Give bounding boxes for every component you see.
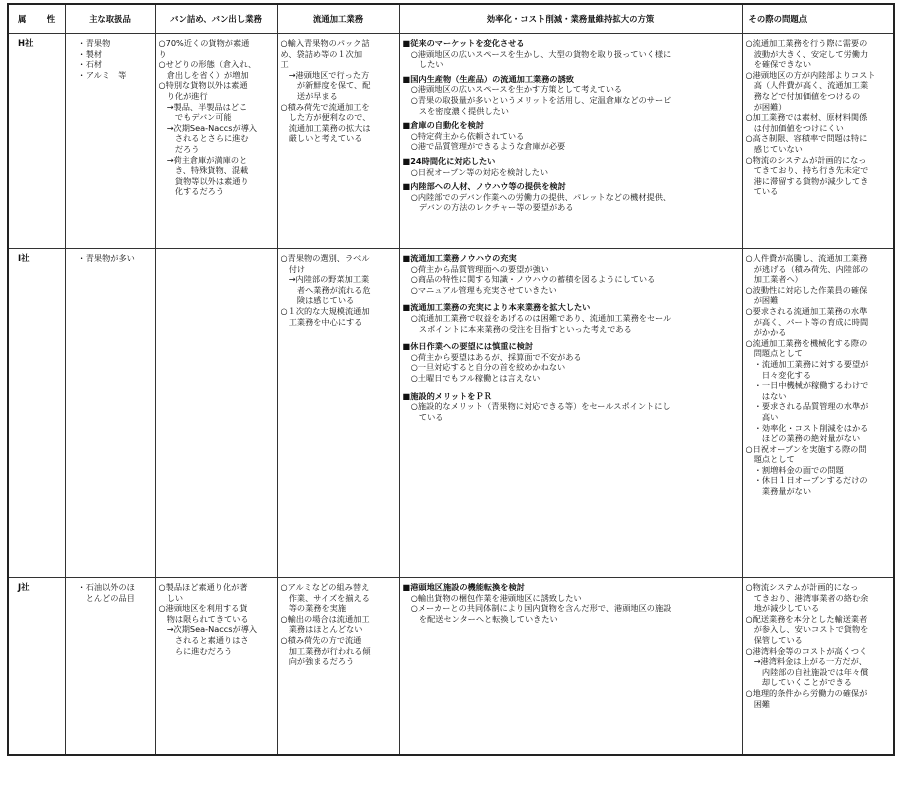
problems-line: 務などで付加価値をつけるの: [745, 90, 861, 101]
header-items: 主な取扱品: [65, 4, 155, 34]
problems-line: 地が減少している: [745, 603, 820, 614]
vanning-line: →荷主倉庫が満庫のと: [158, 154, 248, 165]
problems-line: てきており、持ち行き先未定で: [745, 165, 869, 176]
problems-line: 問題点として: [745, 348, 803, 359]
distribution-line: ○輸出の場合は流通加工: [280, 613, 370, 624]
problems-line: ○配送業務を本分とした輸送業者: [745, 613, 868, 624]
vanning-line: しい: [158, 592, 184, 603]
distribution-cell: [277, 34, 399, 249]
strategy-line: ○港で品質管理ができるような倉庫が必要: [402, 141, 566, 152]
strategy-line: ○施設的なメリット（青果物に対応できる等）をセールスポイントにし: [402, 401, 671, 412]
distribution-line: 等の業務を実施: [280, 603, 347, 614]
strategy-line: ○土曜日でもフル稼働とは言えない: [402, 372, 541, 383]
strategy-line: ○一旦対応すると自分の首を絞めかねない: [402, 362, 566, 373]
problems-line: ○波動性に対応した作業員の確保: [745, 284, 868, 295]
vanning-line: 倉出しを省く）が増加: [158, 69, 249, 80]
company-name: H社: [18, 38, 34, 48]
strategy-line: ○特定荷主から依頼されている: [402, 130, 525, 141]
header-attribute: 属 性: [8, 4, 65, 34]
strategy-line: ○内陸部でのデバン作業への労働力の提供、パレットなどの機材提供、: [402, 191, 672, 202]
strategy-cell: [399, 34, 742, 249]
problems-line: ・割増料金の面での問題: [745, 464, 844, 475]
distribution-line: ○１次的な大規模流通加: [280, 305, 370, 316]
problems-line: 困難: [745, 698, 771, 709]
problems-line: ている: [745, 186, 779, 197]
problems-line: がかかる: [745, 327, 787, 338]
items-line: ・製材: [77, 48, 103, 59]
items-line: とんどの品目: [77, 592, 135, 603]
strategy-line: を配送センターへと転換していきたい: [402, 613, 558, 624]
problems-line: は付加価値をつけにくい: [745, 122, 844, 133]
distribution-line: ○積み荷先で流通加工を: [280, 101, 370, 112]
strategy-spacer: [403, 384, 739, 391]
strategy-line: ○青果の取扱量が多いというメリットを活用し、定温倉庫などのサービ: [402, 94, 672, 105]
strategy-line: ○荷主から要望はあるが、採算面で不安がある: [402, 351, 582, 362]
strategy-line: ○荷主から品質管理面への要望が強い: [402, 263, 549, 274]
distribution-line: 険は感じている: [280, 295, 355, 306]
header-distribution: 流通加工業務: [277, 4, 399, 34]
problems-cell: [742, 34, 894, 249]
problems-line: ○物流のシステムが計画的になっ: [745, 154, 867, 165]
strategy-heading: ■施設的メリットをＰＲ: [402, 390, 492, 401]
table-row: [8, 249, 894, 578]
problems-line: ・一日中機械が稼働するわけで: [745, 380, 869, 391]
problems-line: ○人件費が高騰し、流通加工業務: [745, 253, 868, 263]
problems-line: はない: [745, 390, 787, 401]
distribution-line: ○アルミなどの組み替え: [280, 582, 370, 592]
distribution-line: 作業、サイズを揃える: [280, 592, 370, 603]
problems-line: ○要求される流通加工業務の水準: [745, 305, 868, 316]
comparison-table: [7, 3, 895, 756]
strategy-heading: ■倉庫の自動化を検討: [402, 120, 484, 131]
vanning-line: だろう: [158, 143, 200, 154]
items-line: ・青果物が多い: [77, 253, 135, 263]
distribution-line: した方が便利なので、: [280, 112, 371, 123]
problems-line: ほどの業務の絶対量がない: [745, 433, 861, 444]
vanning-line: →製品、半製品はどこ: [158, 101, 248, 112]
problems-line: を確保できない: [745, 59, 812, 70]
vanning-line: →次期Sea-Naccsが導入: [158, 624, 258, 635]
strategy-heading: ■従来のマーケットを変化させる: [402, 38, 525, 48]
distribution-line: →港頭地区で行った方: [280, 69, 370, 80]
problems-line: ○高さ制限、容積率で問題は特に: [745, 133, 868, 144]
vanning-line: り化が進行: [158, 90, 208, 101]
strategy-line: ○港頭地区の広いスペースを生かす方策として考えている: [402, 84, 623, 95]
problems-cell: [742, 578, 894, 756]
vanning-line: →次期Sea-Naccsが導入: [158, 122, 258, 133]
problems-line: 加工業者へ）: [745, 274, 803, 285]
problems-line: ○流通加工業務を機械化する際の: [745, 337, 868, 348]
strategy-spacer: [403, 334, 739, 341]
problems-line: 内陸部の自社施設では年々償: [745, 666, 869, 677]
strategy-line: スポイントに本来業務の受注を目指すといった考えである: [402, 323, 632, 334]
items-line: ・青果物: [77, 38, 111, 48]
items-cell: [65, 34, 155, 249]
problems-line: ○港湾料金等のコストが高くつく: [745, 645, 868, 656]
problems-line: が逃げる（積み荷先、内陸部の: [745, 263, 869, 274]
problems-line: 題点として: [745, 454, 795, 465]
problems-line: ○物流システムが計画的になっ: [745, 582, 859, 592]
distribution-line: が新鮮度を保て、配: [280, 80, 371, 91]
company-cell: [8, 578, 65, 756]
vanning-line: ○製品ほど素通り化が著: [158, 582, 248, 592]
distribution-line: 者へ業務が流れる危: [280, 284, 371, 295]
strategy-heading: ■流通加工業務の充実により本来業務を拡大したい: [402, 302, 591, 313]
strategy-heading: ■港頭地区施設の機能転換を検討: [402, 582, 525, 592]
vanning-line: 貨物等以外は素通り: [158, 175, 249, 186]
header-problems: その際の問題点: [742, 4, 894, 34]
problems-line: 保管している: [745, 634, 803, 645]
problems-line: ・休日１日オープンするだけの: [745, 475, 868, 486]
vanning-cell: [155, 578, 277, 756]
strategy-line: スを密度濃く提供したい: [402, 105, 509, 116]
vanning-cell: [155, 249, 277, 578]
distribution-cell: [277, 249, 399, 578]
problems-line: が参入し、安いコストで貨物を: [745, 624, 869, 635]
company-cell: [8, 34, 65, 249]
distribution-line: 向が強まるだろう: [280, 656, 355, 667]
vanning-line: り: [158, 48, 167, 59]
problems-line: 波動が大きく、安定して労働力: [745, 48, 869, 59]
vanning-line: でもデバン可能: [158, 112, 232, 123]
strategy-cell: [399, 578, 742, 756]
problems-line: 日々変化する: [745, 369, 812, 380]
strategy-heading: ■流通加工業務ノウハウの充実: [402, 253, 517, 263]
company-name: J社: [18, 582, 30, 592]
vanning-line: ○特別な貨物以外は素通: [158, 80, 248, 91]
problems-line: ○流通加工業務を行う際に需要の: [745, 38, 868, 48]
header-row: [8, 4, 894, 34]
strategy-line: ○メーカーとの共同体制により国内貨物を含んだ形で、港頭地区の施設: [402, 603, 672, 614]
problems-line: ・流通加工業務に対する要望が: [745, 358, 869, 369]
strategy-heading: ■内陸部への人材、ノウハウ等の提供を検討: [402, 181, 566, 192]
distribution-cell: [277, 578, 399, 756]
vanning-line: ○せどりの形態（倉入れ、: [158, 59, 257, 70]
items-line: ・石油以外のほ: [77, 582, 135, 592]
distribution-line: 工業務を中心にする: [280, 316, 363, 327]
strategy-line: ○マニュアル管理も充実させていきたい: [402, 284, 557, 295]
vanning-line: されるとさらに進む: [158, 133, 249, 144]
problems-line: 却していくことができる: [745, 677, 852, 688]
header-vanning: バン詰め、バン出し業務: [155, 4, 277, 34]
vanning-line: 物は限られてきている: [158, 613, 249, 624]
strategy-cell: [399, 249, 742, 578]
vanning-line: ○70%近くの貨物が素通: [158, 38, 250, 48]
items-cell: [65, 578, 155, 756]
problems-line: 高い: [745, 411, 779, 422]
distribution-line: 流通加工業務の拡大は: [280, 122, 371, 133]
vanning-line: らに進むだろう: [158, 645, 233, 656]
distribution-line: め、袋詰め等の１次加: [280, 48, 363, 59]
strategy-line: ○流通加工業務で収益をあげるのは困難であり、流通加工業務をセール: [402, 312, 672, 323]
items-line: ・石材: [77, 59, 103, 70]
vanning-cell: [155, 34, 277, 249]
problems-line: が高く、パート等の育成に時間: [745, 316, 869, 327]
distribution-line: →内陸部の野菜加工業: [280, 274, 370, 285]
problems-line: が困難）: [745, 101, 787, 112]
strategy-heading: ■国内生産物（生産品）の流通加工業務の誘致: [402, 73, 574, 84]
strategy-line: ○輸出貨物の梱包作業を港頭地区に誘致したい: [402, 592, 582, 603]
distribution-line: 付け: [280, 263, 306, 274]
vanning-line: 化するだろう: [158, 186, 225, 197]
strategy-line: ○商品の特性に関する知識・ノウハウの蓄積を図るようにしている: [402, 274, 656, 285]
problems-line: 業務量がない: [745, 486, 812, 497]
distribution-line: 業務はほとんどない: [280, 624, 363, 635]
distribution-line: ○輸入青果物のパック詰: [280, 38, 370, 48]
strategy-line: したい: [402, 59, 444, 70]
problems-line: →港湾料金は上がる一方だが、: [745, 656, 867, 667]
items-line: ・アルミ 等: [77, 69, 127, 80]
strategy-heading: ■休日作業への要望には慎重に検討: [402, 341, 534, 352]
table-row: [8, 34, 894, 249]
vanning-line: ○港頭地区を利用する貨: [158, 603, 248, 614]
items-cell: [65, 249, 155, 578]
table-row: [8, 578, 894, 756]
problems-line: てきおり、港湾事業者の絡む余: [745, 592, 869, 603]
problems-cell: [742, 249, 894, 578]
vanning-line: されると素通りはさ: [158, 634, 249, 645]
company-cell: [8, 249, 65, 578]
problems-line: ・効率化・コスト削減をはかる: [745, 422, 869, 433]
problems-line: 高（人件費が高く、流通加工業: [745, 80, 869, 91]
header-strategy: 効率化・コスト削減・業務量維持拡大の方策: [399, 4, 742, 34]
vanning-line: き、特殊貨物、混載: [158, 165, 249, 176]
distribution-line: ○積み荷先の方で流通: [280, 634, 362, 645]
strategy-line: ○日祝オープン等の対応を検討したい: [402, 166, 549, 177]
strategy-line: ○港頭地区の広いスペースを生かし、大型の貨物を取り扱っていく様に: [402, 48, 672, 59]
problems-line: 港に滞留する貨物が減少してき: [745, 175, 869, 186]
distribution-line: 加工業務が行われる傾: [280, 645, 371, 656]
problems-line: ○地理的条件から労働力の確保が: [745, 687, 868, 698]
problems-line: 感じていない: [745, 143, 803, 154]
distribution-line: 工: [280, 59, 289, 70]
problems-line: ・要求される品質管理の水準が: [745, 401, 869, 412]
problems-line: ○日祝オープンを実施する際の問: [745, 443, 867, 454]
problems-line: ○港頭地区の方が内陸部よりコスト: [745, 69, 876, 80]
problems-line: が困難: [745, 295, 779, 306]
distribution-line: ○青果物の選別、ラベル: [280, 253, 370, 263]
strategy-line: ている: [402, 411, 444, 422]
company-name: I社: [18, 253, 30, 263]
distribution-line: 送が早まる: [280, 90, 338, 101]
problems-line: ○加工業務では素材、原材料関係: [745, 112, 868, 123]
strategy-line: デバンの方法のレクチャー等の要望がある: [402, 202, 574, 213]
strategy-spacer: [403, 295, 739, 302]
strategy-heading: ■24時間化に対応したい: [402, 155, 496, 166]
distribution-line: 厳しいと考えている: [280, 133, 363, 144]
